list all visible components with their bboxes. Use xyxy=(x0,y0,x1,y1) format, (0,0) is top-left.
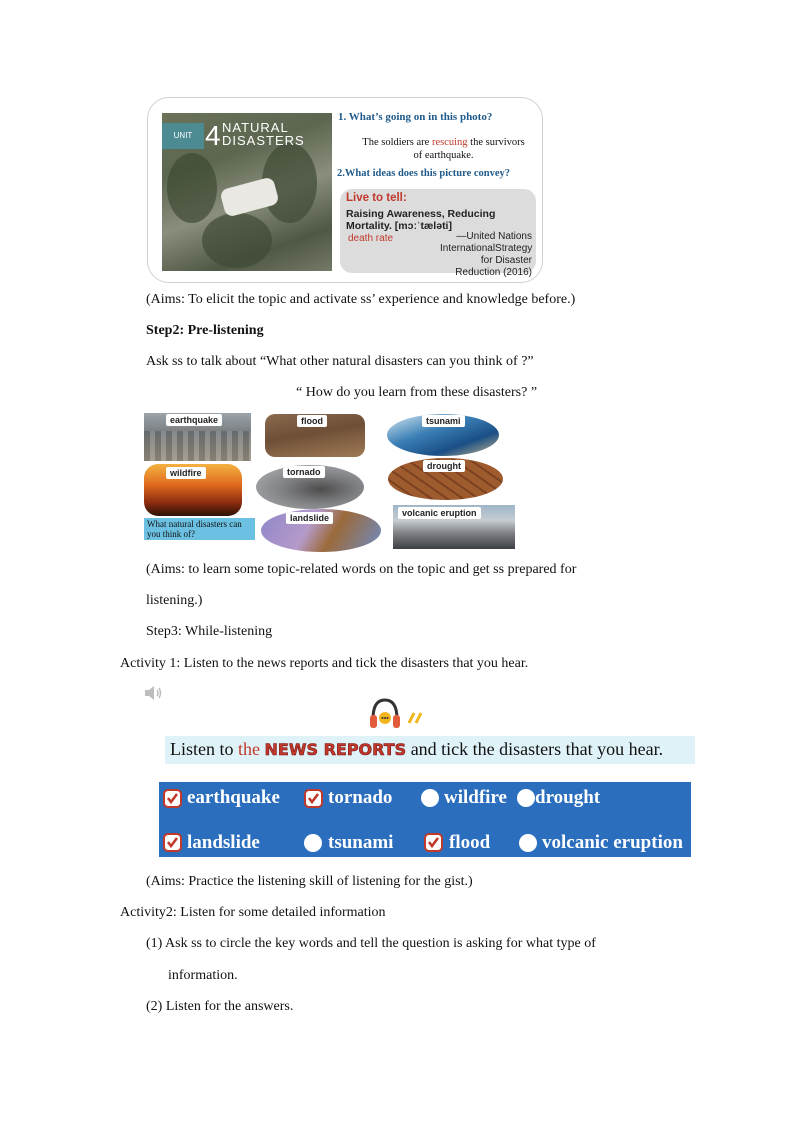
item-1-line-2: information. xyxy=(168,968,238,983)
unit-slide xyxy=(147,97,543,283)
tsunami-image: tsunami xyxy=(387,414,499,456)
activity-1: Activity 1: Listen to the news reports and tick the disasters that you hear. xyxy=(120,656,529,671)
aims-3: (Aims: Practice the listening skill of listening for the gist.) xyxy=(146,874,473,889)
banner-text: Listen to the NEWS REPORTS and tick the disasters that you hear. xyxy=(170,739,664,759)
drought-image: drought xyxy=(388,458,503,500)
step3-heading: Step3: While-listening xyxy=(146,624,273,639)
aims-2-line-1: (Aims: to learn some topic-related words on the topic and get ss prepared for xyxy=(146,562,577,577)
radio-circle-icon[interactable] xyxy=(519,834,537,852)
live-heading: Live to tell: xyxy=(346,192,407,204)
un-citation: —United Nations InternationalStrategy for Disaster Reduction (2016) xyxy=(440,231,533,278)
flood-image: flood xyxy=(265,414,365,457)
checkbox-icon[interactable] xyxy=(163,789,182,808)
radio-circle-icon[interactable] xyxy=(421,789,439,807)
unit-title: NATURAL DISASTERS xyxy=(222,120,305,148)
aims-2-line-2: listening.) xyxy=(146,593,203,608)
live-to-tell-box xyxy=(340,189,536,278)
disaster-options xyxy=(159,782,691,857)
unit-number: 4 xyxy=(205,120,221,151)
rescue-photo xyxy=(162,113,332,271)
slide-answer-1: The soldiers are rescuing the survivors of earthquake. xyxy=(362,137,525,161)
item-2: (2) Listen for the answers. xyxy=(146,999,294,1014)
option-tsunami[interactable]: tsunami xyxy=(328,832,394,853)
volcanic-eruption-image: volcanic eruption xyxy=(393,505,515,549)
aims-1: (Aims: To elicit the topic and activate ss’ experience and knowledge before.) xyxy=(146,292,576,307)
option-landslide[interactable]: landslide xyxy=(187,832,260,853)
ask-line-1: Ask ss to talk about “What other natural disasters can you think of ?” xyxy=(146,354,534,369)
option-flood[interactable]: flood xyxy=(449,832,491,853)
item-1-line-1: (1) Ask ss to circle the key words and tell the question is asking for what type of xyxy=(146,936,596,951)
slide-question-1: 1. What’s going on in this photo? xyxy=(338,111,493,123)
tornado-image: tornado xyxy=(256,465,364,509)
step2-heading: Step2: Pre-listening xyxy=(146,323,264,338)
option-volcanic-eruption[interactable]: volcanic eruption xyxy=(542,832,683,853)
activity-2: Activity2: Listen for some detailed information xyxy=(120,905,386,920)
option-wildfire[interactable]: wildfire xyxy=(444,787,507,808)
live-body: Raising Awareness, Reducing Mortality. [mɔːˈtæləti] xyxy=(346,208,496,232)
question-tile: What natural disasters can you think of? xyxy=(144,518,255,540)
radio-circle-icon[interactable] xyxy=(517,789,535,807)
death-rate-label: death rate xyxy=(348,233,394,244)
checkbox-icon[interactable] xyxy=(424,833,443,852)
option-tornado[interactable]: tornado xyxy=(328,787,393,808)
wildfire-image: wildfire xyxy=(144,464,242,516)
headphone-icon xyxy=(367,697,431,733)
ask-line-2: “ How do you learn from these disasters? ” xyxy=(296,385,538,400)
earthquake-image: earthquake xyxy=(144,413,251,461)
listen-banner xyxy=(165,736,695,764)
checkbox-icon[interactable] xyxy=(304,789,323,808)
checkbox-icon[interactable] xyxy=(163,833,182,852)
option-drought[interactable]: drought xyxy=(535,787,601,808)
slide-question-2: 2.What ideas does this picture convey? xyxy=(337,168,511,179)
landslide-image: landslide xyxy=(261,509,381,552)
speaker-icon[interactable] xyxy=(144,684,164,702)
radio-circle-icon[interactable] xyxy=(304,834,322,852)
option-earthquake[interactable]: earthquake xyxy=(187,787,280,808)
unit-label: UNIT xyxy=(162,123,204,149)
